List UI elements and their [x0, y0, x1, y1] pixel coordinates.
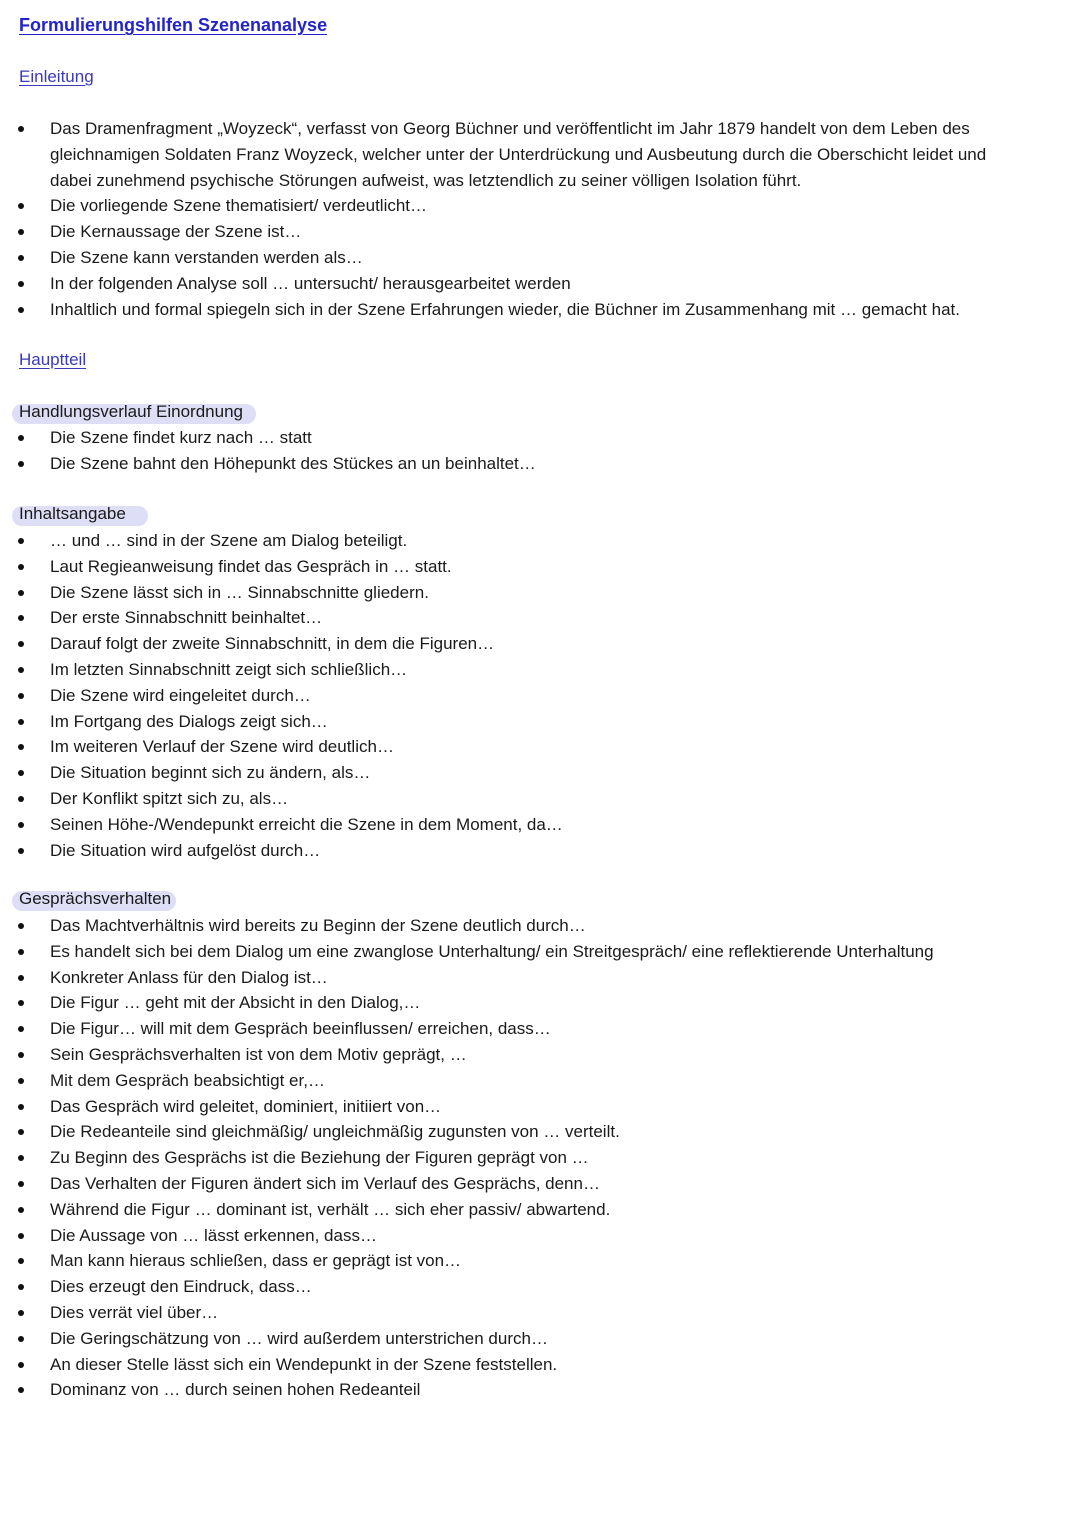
list-item — [0, 1171, 1060, 1197]
bullet-icon — [18, 1155, 24, 1161]
list-item — [0, 734, 1060, 760]
list-item — [0, 812, 1060, 838]
list-item — [0, 1274, 1060, 1300]
list-item — [0, 786, 1060, 812]
bullet-icon — [18, 1233, 24, 1239]
list-item-text: Im Fortgang des Dialogs zeigt sich… — [50, 711, 328, 731]
list-item-text: Die Situation wird aufgelöst durch… — [50, 840, 321, 860]
bullet-icon — [18, 949, 24, 955]
subheading-gespraechsverhalten-text: Gesprächsverhalten — [19, 889, 172, 908]
bullet-icon — [18, 822, 24, 828]
list-item — [0, 1094, 1060, 1120]
list-item — [0, 709, 1060, 735]
list-item-text: Die Aussage von … lässt erkennen, dass… — [50, 1225, 377, 1245]
list-item-text: In der folgenden Analyse soll … untersucht/ herausgearbeitet werden — [50, 273, 571, 293]
bullet-icon — [18, 281, 24, 287]
bullet-icon — [18, 1129, 24, 1135]
subheading-handlungsverlauf-text: Handlungsverlauf Einordnung — [19, 402, 243, 421]
list-item-text: Die Szene wird eingeleitet durch… — [50, 685, 311, 705]
bullet-icon — [18, 1310, 24, 1316]
bullet-icon — [18, 538, 24, 544]
list-item-text: Dies verrät viel über… — [50, 1302, 219, 1322]
list-item-text: Zu Beginn des Gesprächs ist die Beziehung der Figuren geprägt von … — [50, 1148, 589, 1168]
bullet-icon — [18, 1387, 24, 1393]
bullet-icon — [18, 615, 24, 621]
list-item — [0, 1352, 1060, 1378]
list-item-text: Während die Figur … dominant ist, verhält … sich eher passiv/ abwartend. — [50, 1199, 611, 1219]
list-item-text: Es handelt sich bei dem Dialog um eine zwanglose Unterhaltung/ ein Streitgespräch/ eine reflektierende Unterhaltung — [50, 941, 934, 961]
list-item — [0, 939, 1060, 965]
list-item-text: Das Dramenfragment „Woyzeck“, verfasst von Georg Büchner und veröffentlicht im Jahr 1879 handelt von dem Leben des gleichnamigen Soldaten Franz Woyzeck, welcher unter der Unterdrückung und Ausbeutung durch die Oberschicht leidet und dabei zunehmend psychische Störungen aufweist, was letztendlich zu seiner völligen Isolation führt. — [50, 119, 987, 190]
bullet-icon — [18, 307, 24, 313]
list-item — [0, 1016, 1060, 1042]
list-item-text: Man kann hieraus schließen, dass er geprägt ist von… — [50, 1251, 462, 1271]
list-item-text: Dies erzeugt den Eindruck, dass… — [50, 1277, 312, 1297]
bullet-icon — [18, 923, 24, 929]
list-item-text: … und … sind in der Szene am Dialog beteiligt. — [50, 531, 408, 550]
bullet-icon — [18, 435, 24, 441]
list-item — [0, 1145, 1060, 1171]
list-item-text: Darauf folgt der zweite Sinnabschnitt, in dem die Figuren… — [50, 634, 495, 654]
list-item-text: Die Situation beginnt sich zu ändern, als… — [50, 763, 371, 783]
list-item-text: Die Redeanteile sind gleichmäßig/ ungleichmäßig zugunsten von … verteilt. — [50, 1122, 620, 1142]
section-heading-einleitung[interactable]: Einleitung — [19, 67, 94, 86]
list-item — [0, 1042, 1060, 1068]
bullet-icon — [18, 229, 24, 235]
list-item — [0, 425, 1060, 451]
bullet-icon — [18, 667, 24, 673]
list-item-text: Dominanz von … durch seinen hohen Redeanteil — [50, 1380, 421, 1400]
list-item — [0, 913, 1060, 939]
list-item-text: Das Machtverhältnis wird bereits zu Beginn der Szene deutlich durch… — [50, 916, 586, 935]
bullet-icon — [18, 126, 24, 132]
subheading-inhaltsangabe — [19, 504, 126, 524]
list-item-text: Mit dem Gespräch beabsichtigt er,… — [50, 1070, 325, 1090]
list-item-text: Laut Regieanweisung findet das Gespräch in … statt. — [50, 556, 452, 576]
list-item-text: Der Konflikt spitzt sich zu, als… — [50, 788, 289, 808]
list-item-text: Die Geringschätzung von … wird außerdem unterstrichen durch… — [50, 1328, 548, 1348]
list-item-text: Die Figur … geht mit der Absicht in den Dialog,… — [50, 993, 421, 1013]
gespraechsverhalten-list — [0, 913, 1060, 1403]
inhaltsangabe-list — [0, 528, 1060, 863]
list-item — [0, 245, 1060, 271]
list-item-text: Die vorliegende Szene thematisiert/ verdeutlicht… — [50, 196, 428, 216]
list-item — [0, 990, 1060, 1016]
bullet-icon — [18, 770, 24, 776]
list-item — [0, 297, 1060, 323]
list-item-text: Das Verhalten der Figuren ändert sich im Verlauf des Gesprächs, denn… — [50, 1173, 600, 1193]
list-item — [0, 760, 1060, 786]
list-item-text: Sein Gesprächsverhalten ist von dem Motiv geprägt, … — [50, 1044, 467, 1064]
list-item-text: Seinen Höhe-/Wendepunkt erreicht die Szene in dem Moment, da… — [50, 814, 563, 834]
list-item-text: Die Szene lässt sich in … Sinnabschnitte gliedern. — [50, 582, 429, 602]
list-item — [0, 219, 1060, 245]
list-item — [0, 193, 1060, 219]
bullet-icon — [18, 1207, 24, 1213]
bullet-icon — [18, 796, 24, 802]
bullet-icon — [18, 1362, 24, 1368]
bullet-icon — [18, 1258, 24, 1264]
bullet-icon — [18, 564, 24, 570]
list-item-text: Die Szene kann verstanden werden als… — [50, 247, 363, 267]
bullet-icon — [18, 1284, 24, 1290]
bullet-icon — [18, 744, 24, 750]
bullet-icon — [18, 848, 24, 854]
bullet-icon — [18, 1026, 24, 1032]
list-item-text: Im letzten Sinnabschnitt zeigt sich schließlich… — [50, 659, 408, 679]
list-item — [0, 271, 1060, 297]
list-item-text: Konkreter Anlass für den Dialog ist… — [50, 967, 328, 987]
list-item-text: Der erste Sinnabschnitt beinhaltet… — [50, 608, 323, 628]
list-item — [0, 528, 1060, 554]
list-item — [0, 1326, 1060, 1352]
bullet-icon — [18, 641, 24, 647]
subheading-inhaltsangabe-text: Inhaltsangabe — [19, 504, 126, 523]
list-item — [0, 683, 1060, 709]
bullet-icon — [18, 1052, 24, 1058]
list-item — [0, 965, 1060, 991]
list-item — [0, 116, 1060, 193]
bullet-icon — [18, 1078, 24, 1084]
list-item — [0, 631, 1060, 657]
bullet-icon — [18, 203, 24, 209]
list-item — [0, 657, 1060, 683]
list-item-text: Das Gespräch wird geleitet, dominiert, initiiert von… — [50, 1096, 442, 1116]
list-item — [0, 580, 1060, 606]
list-item-text: Die Kernaussage der Szene ist… — [50, 222, 302, 242]
bullet-icon — [18, 719, 24, 725]
bullet-icon — [18, 1104, 24, 1110]
list-item — [0, 1119, 1060, 1145]
subheading-gespraechsverhalten — [19, 889, 171, 909]
bullet-icon — [18, 1336, 24, 1342]
bullet-icon — [18, 461, 24, 467]
list-item — [0, 451, 1060, 477]
list-item — [0, 1248, 1060, 1274]
list-item — [0, 554, 1060, 580]
bullet-icon — [18, 693, 24, 699]
document-title: Formulierungshilfen Szenenanalyse — [19, 15, 328, 35]
section-heading-hauptteil[interactable]: Hauptteil — [19, 350, 87, 369]
list-item — [0, 1377, 1060, 1403]
bullet-icon — [18, 1000, 24, 1006]
bullet-icon — [18, 975, 24, 981]
bullet-icon — [18, 590, 24, 596]
list-item-text: Die Szene bahnt den Höhepunkt des Stückes an un beinhaltet… — [50, 453, 536, 473]
list-item — [0, 1197, 1060, 1223]
list-item-text: Inhaltlich und formal spiegeln sich in der Szene Erfahrungen wieder, die Büchner im Zusammenhang mit … gemacht hat. — [50, 299, 960, 319]
bullet-icon — [18, 1181, 24, 1187]
subheading-handlungsverlauf — [19, 402, 243, 422]
list-item-text: Im weiteren Verlauf der Szene wird deutlich… — [50, 737, 394, 757]
list-item-text: Die Figur… will mit dem Gespräch beeinflussen/ erreichen, dass… — [50, 1019, 551, 1039]
list-item — [0, 1223, 1060, 1249]
list-item — [0, 838, 1060, 864]
bullet-icon — [18, 255, 24, 261]
list-item-text: Die Szene findet kurz nach … statt — [50, 428, 312, 447]
list-item — [0, 1068, 1060, 1094]
einleitung-list — [0, 116, 1060, 322]
list-item — [0, 1300, 1060, 1326]
handlungsverlauf-list — [0, 425, 1060, 477]
list-item — [0, 605, 1060, 631]
list-item-text: An dieser Stelle lässt sich ein Wendepunkt in der Szene feststellen. — [50, 1354, 558, 1374]
